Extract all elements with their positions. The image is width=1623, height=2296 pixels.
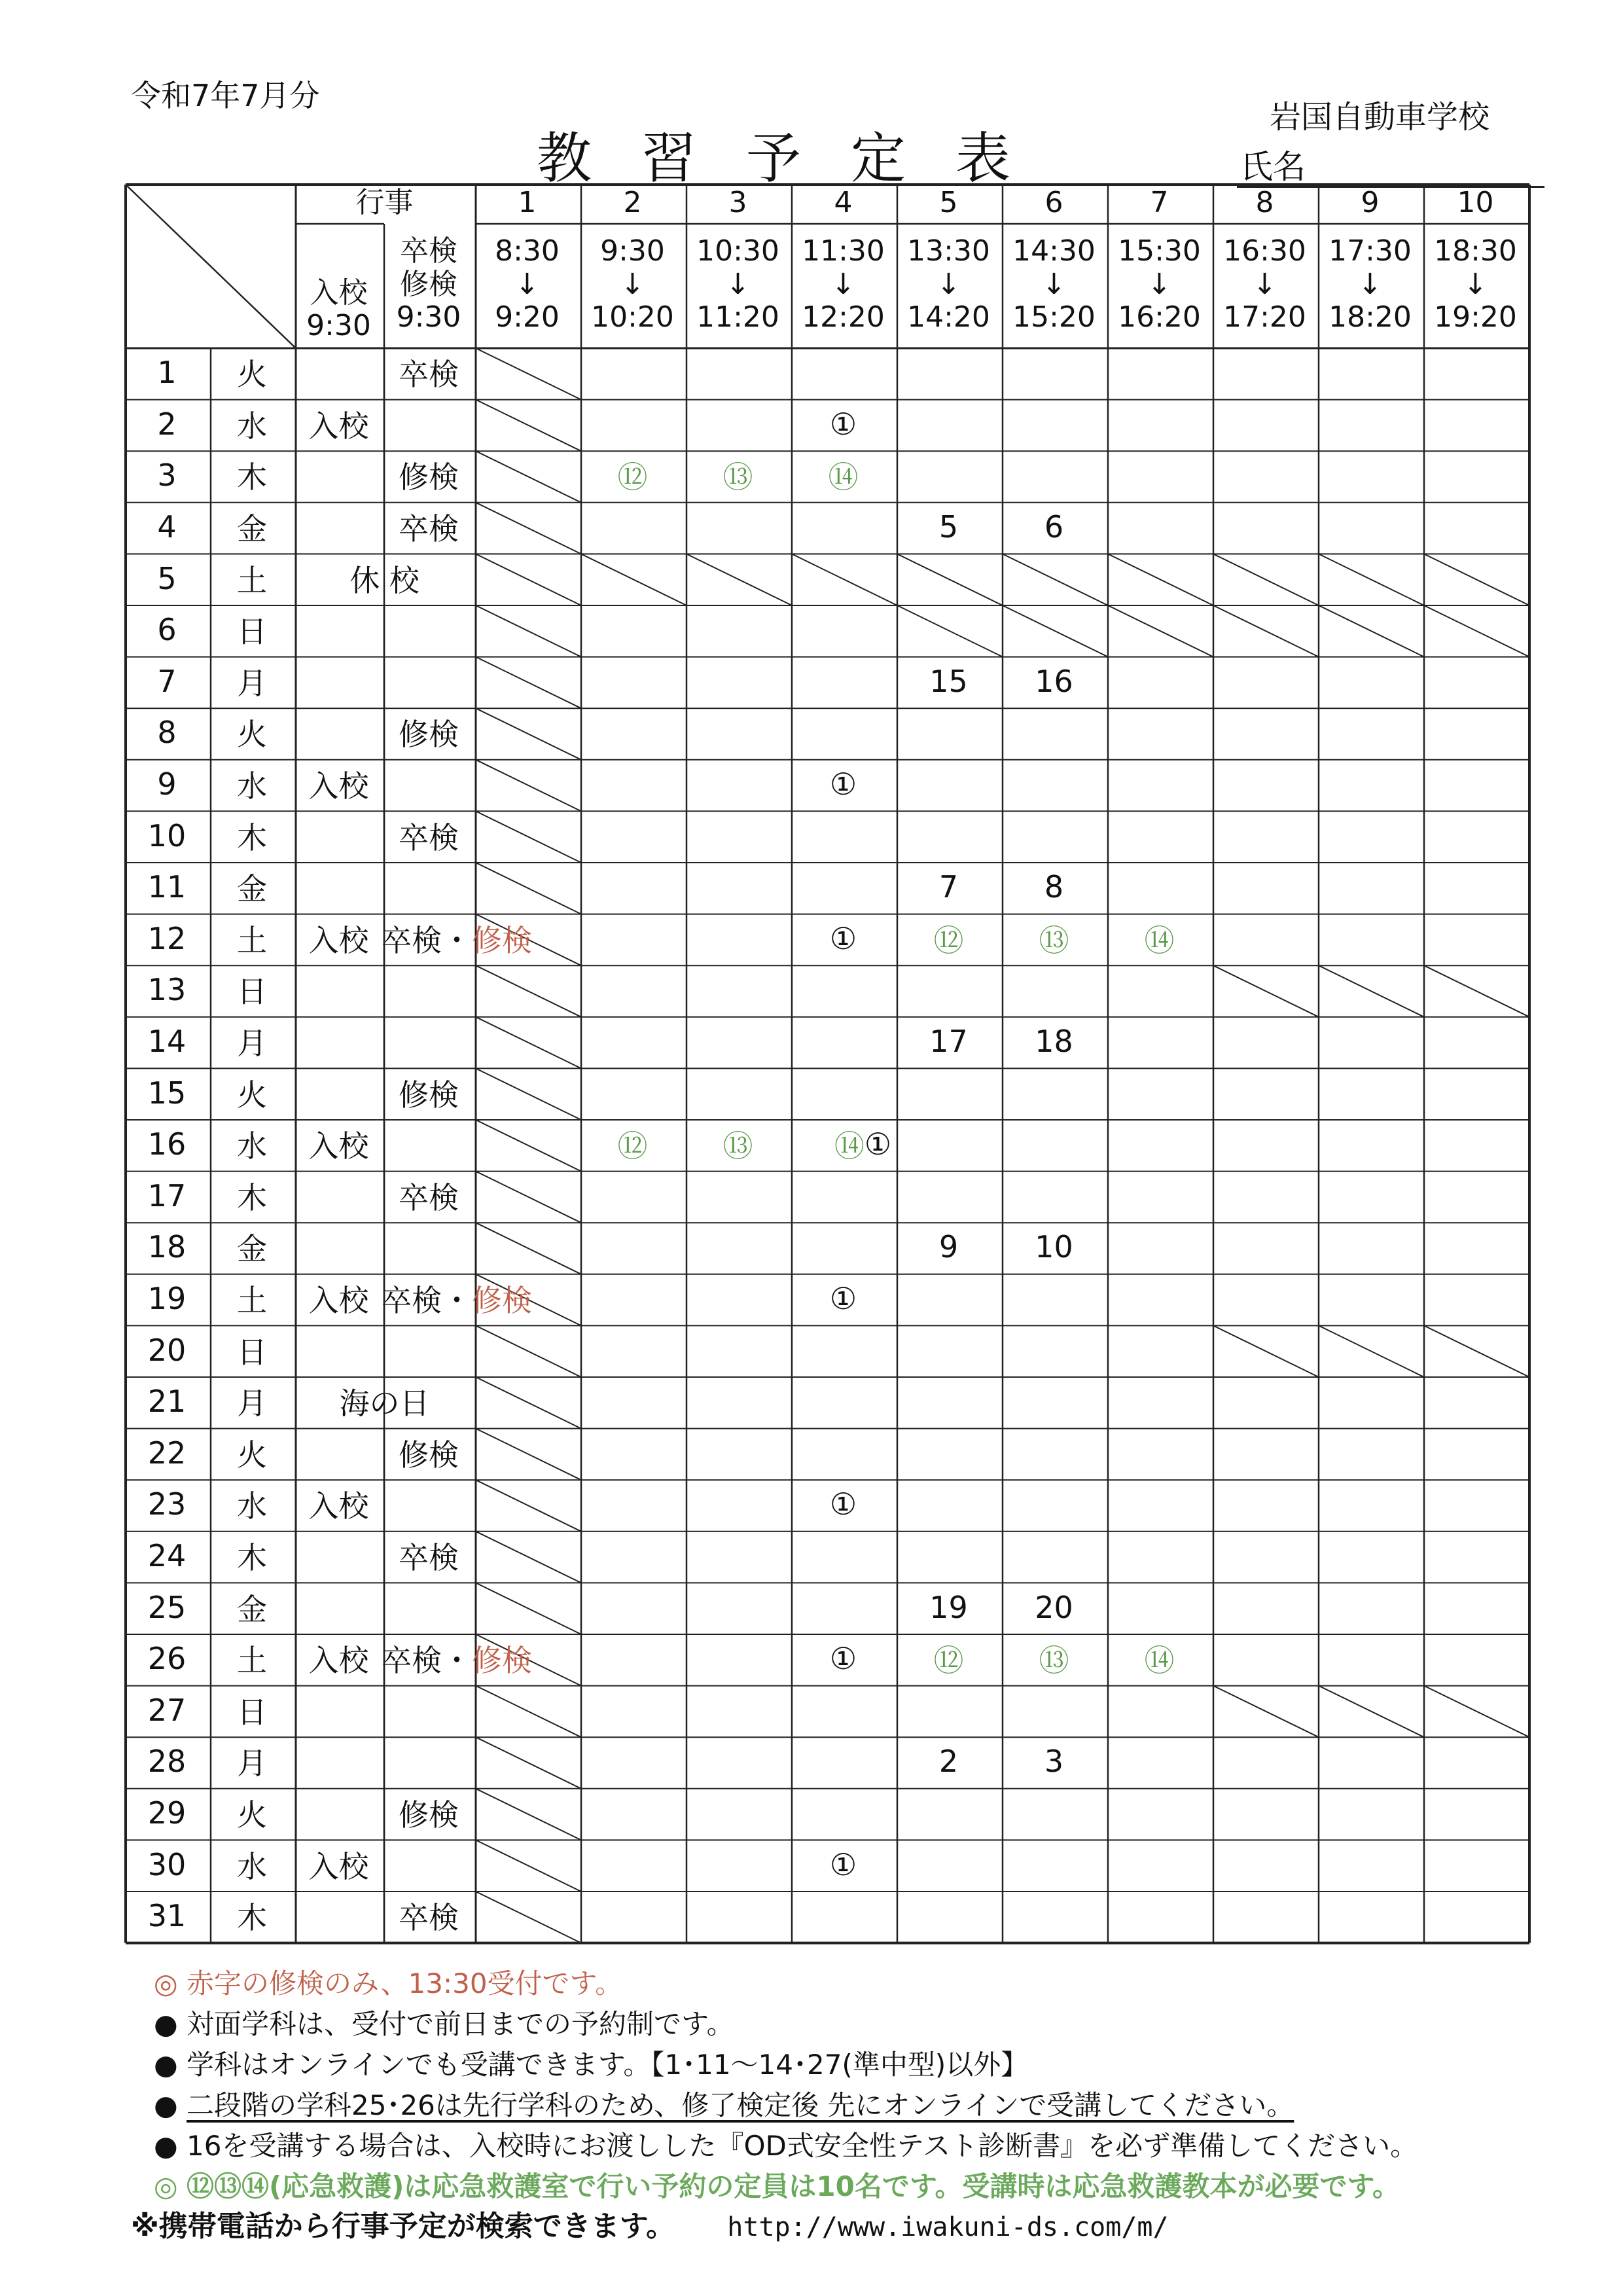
lesson-entry: ⑬ bbox=[1039, 1643, 1069, 1679]
weekday: 木 bbox=[237, 819, 267, 855]
event-sotsuken: 卒検 bbox=[399, 1900, 459, 1936]
lesson-entry: 19 bbox=[929, 1589, 968, 1625]
lesson-entry: ⑭ bbox=[828, 459, 859, 495]
weekday: 水 bbox=[237, 768, 267, 804]
closed-slash bbox=[476, 348, 581, 400]
day-number: 4 bbox=[157, 509, 177, 545]
weekday: 金 bbox=[237, 1231, 267, 1267]
note-bullet: ● bbox=[154, 2089, 178, 2121]
weekday: 火 bbox=[237, 1077, 267, 1113]
period-number: 3 bbox=[728, 185, 747, 219]
event-sotsuken: 卒検 bbox=[399, 819, 459, 855]
event-nyuko: 入校 bbox=[308, 1128, 369, 1164]
day-number: 27 bbox=[147, 1692, 187, 1728]
weekday: 金 bbox=[237, 511, 267, 547]
sotsuken-header: 卒検 修検 9:30 bbox=[396, 234, 461, 334]
weekday: 月 bbox=[237, 1746, 267, 1782]
title-char: 教 bbox=[537, 126, 592, 190]
closed-slash bbox=[476, 1068, 581, 1120]
closed-slash bbox=[1319, 1686, 1424, 1738]
event-sotsuken: 卒検 bbox=[399, 511, 459, 547]
closed-slash bbox=[476, 1892, 581, 1943]
title-char: 定 bbox=[851, 126, 906, 190]
event-nyuko: 入校 bbox=[308, 1643, 369, 1679]
day-number: 24 bbox=[147, 1538, 187, 1574]
footer-url[interactable]: http://www.iwakuni-ds.com/m/ bbox=[727, 2212, 1169, 2242]
day-number: 26 bbox=[147, 1641, 187, 1677]
day-number: 11 bbox=[147, 869, 187, 905]
day-number: 15 bbox=[147, 1075, 187, 1111]
closed-slash bbox=[1319, 554, 1424, 605]
event-sotsuken: 修検 bbox=[399, 1797, 459, 1833]
lesson-entry: 8 bbox=[1044, 869, 1064, 905]
note-item bbox=[154, 1964, 1528, 2004]
weekday: 火 bbox=[237, 717, 267, 753]
closed-slash bbox=[476, 657, 581, 709]
event-sotsuken: 卒検 bbox=[399, 357, 459, 393]
note-item bbox=[154, 2126, 1528, 2166]
closed-slash bbox=[476, 400, 581, 452]
lesson-entry: ⑫ bbox=[617, 1128, 648, 1164]
closed-slash bbox=[476, 760, 581, 812]
closed-slash bbox=[476, 1017, 581, 1069]
title-char: 予 bbox=[746, 126, 802, 190]
day-number: 5 bbox=[157, 560, 177, 596]
note-item bbox=[154, 2166, 1528, 2207]
period-time: 15:30 ↓ 16:20 bbox=[1118, 234, 1201, 334]
day-number: 28 bbox=[147, 1744, 187, 1780]
note-bullet: ◎ bbox=[154, 1967, 178, 2000]
event-nyuko: 入校 bbox=[308, 408, 369, 444]
period-time: 14:30 ↓ 15:20 bbox=[1012, 234, 1096, 334]
period-number: 8 bbox=[1255, 185, 1274, 219]
closed-slash bbox=[476, 1583, 581, 1634]
period-time: 8:30 ↓ 9:20 bbox=[495, 234, 560, 334]
closed-slash bbox=[1213, 554, 1319, 605]
note-text: 二段階の学科25･26は先行学科のため、修了検定後 先にオンラインで受講してください。 bbox=[187, 2089, 1294, 2121]
lesson-entry: ① bbox=[829, 1486, 857, 1522]
weekday: 日 bbox=[237, 1334, 267, 1370]
weekday: 日 bbox=[237, 1694, 267, 1730]
closed-slash bbox=[476, 965, 581, 1017]
weekday: 月 bbox=[237, 665, 267, 701]
lesson-entry: 17 bbox=[929, 1024, 968, 1060]
weekday: 月 bbox=[237, 1386, 267, 1422]
note-bullet: ● bbox=[154, 2130, 178, 2162]
closed-slash bbox=[476, 1480, 581, 1532]
closed-slash bbox=[476, 1840, 581, 1892]
closed-slash bbox=[1213, 605, 1319, 657]
closed-slash bbox=[476, 1429, 581, 1480]
lesson-entry: ① bbox=[829, 1641, 857, 1677]
day-number: 29 bbox=[147, 1795, 187, 1831]
weekday: 月 bbox=[237, 1026, 267, 1062]
event-nyuko: 入校 bbox=[308, 1488, 369, 1524]
page-title bbox=[537, 115, 1060, 194]
closed-slash bbox=[1213, 965, 1319, 1017]
day-number: 17 bbox=[147, 1177, 187, 1213]
lesson-entry: ⑬ bbox=[1039, 922, 1069, 958]
note-text: ⑫⑬⑭(応急救護)は応急救護室で行い予約の定員は10名です。受講時は応急救護教本が必要です。 bbox=[187, 2170, 1400, 2202]
weekday: 木 bbox=[237, 1540, 267, 1576]
period-time: 13:30 ↓ 14:20 bbox=[907, 234, 990, 334]
lesson-entry: 9 bbox=[938, 1229, 959, 1265]
lesson-entry: 18 bbox=[1035, 1024, 1073, 1060]
event-sotsuken: 卒検 bbox=[399, 1540, 459, 1576]
weekday: 土 bbox=[237, 1283, 267, 1319]
lesson-entry: 2 bbox=[938, 1744, 959, 1780]
closed-slash bbox=[476, 811, 581, 863]
closed-slash bbox=[1424, 1686, 1529, 1738]
lesson-entry: 3 bbox=[1044, 1744, 1064, 1780]
schedule-table bbox=[124, 183, 1544, 1957]
period-time: 17:30 ↓ 18:20 bbox=[1329, 234, 1412, 334]
weekday: 日 bbox=[237, 614, 267, 650]
day-number: 23 bbox=[147, 1486, 187, 1522]
notes-list bbox=[154, 1964, 1528, 2207]
note-text: 赤字の修検のみ、13:30受付です。 bbox=[187, 1967, 623, 2000]
lesson-entry: ① bbox=[829, 1846, 857, 1882]
day-number: 14 bbox=[147, 1024, 187, 1060]
closed-slash bbox=[476, 1532, 581, 1583]
title-char: 表 bbox=[955, 126, 1011, 190]
event-sotsuken: 卒検・ 修検 bbox=[382, 1283, 532, 1319]
closed-slash bbox=[476, 1737, 581, 1789]
lesson-entry: 10 bbox=[1035, 1229, 1073, 1265]
note-bullet: ◎ bbox=[154, 2170, 178, 2202]
event-nyuko: 入校 bbox=[308, 922, 369, 958]
closed-slash bbox=[1424, 605, 1529, 657]
closed-slash bbox=[1003, 554, 1108, 605]
weekday: 金 bbox=[237, 871, 267, 907]
weekday: 土 bbox=[237, 562, 267, 598]
note-item bbox=[154, 2045, 1528, 2085]
footer-text: ※携帯電話から行事予定が検索できます。 bbox=[131, 2210, 675, 2243]
closed-slash bbox=[476, 1172, 581, 1223]
closed-slash bbox=[687, 554, 792, 605]
closed-slash bbox=[476, 451, 581, 503]
lesson-entry: ⑫ bbox=[933, 1643, 964, 1679]
lesson-entry: 7 bbox=[938, 869, 959, 905]
lesson-entry: ⑫ bbox=[933, 922, 964, 958]
closed-slash bbox=[476, 1120, 581, 1172]
period-time: 10:30 ↓ 11:20 bbox=[696, 234, 779, 334]
period-time: 11:30 ↓ 12:20 bbox=[802, 234, 885, 334]
note-text: 対面学科は、受付で前日までの予約制です。 bbox=[187, 2008, 734, 2040]
weekday: 木 bbox=[237, 1179, 267, 1215]
day-number: 6 bbox=[157, 612, 177, 648]
closed-slash bbox=[476, 1223, 581, 1274]
weekday: 水 bbox=[237, 1488, 267, 1524]
lesson-entry: 20 bbox=[1035, 1589, 1073, 1625]
event-sotsuken: 卒検・ 修検 bbox=[382, 922, 532, 958]
lesson-entry: ⑭ bbox=[1144, 922, 1175, 958]
lesson-entry: ① bbox=[829, 406, 857, 442]
weekday: 火 bbox=[237, 1437, 267, 1473]
day-number: 10 bbox=[147, 817, 187, 853]
day-number: 20 bbox=[147, 1332, 187, 1368]
closed-slash bbox=[1319, 1325, 1424, 1377]
lesson-entry: 6 bbox=[1044, 509, 1064, 545]
lesson-entry: ⑫ bbox=[617, 459, 648, 495]
day-number: 16 bbox=[147, 1126, 187, 1162]
footer bbox=[131, 2202, 1169, 2244]
closed-slash bbox=[1424, 1325, 1529, 1377]
lesson-entry: 5 bbox=[938, 509, 959, 545]
note-bullet: ● bbox=[154, 2049, 178, 2081]
event-nyuko: 入校 bbox=[308, 1283, 369, 1319]
period-number: 2 bbox=[623, 185, 642, 219]
weekday: 水 bbox=[237, 1848, 267, 1884]
event-header: 行事 bbox=[355, 185, 414, 219]
closed-slash bbox=[476, 1686, 581, 1738]
closed-slash bbox=[476, 605, 581, 657]
lesson-entry: ① bbox=[829, 766, 857, 802]
closed-slash bbox=[1424, 554, 1529, 605]
lesson-entry: ⑬ bbox=[722, 1128, 753, 1164]
closed-slash bbox=[581, 554, 687, 605]
note-text: 16を受講する場合は、入校時にお渡しした『OD式安全性テスト診断書』を必ず準備してください。 bbox=[187, 2130, 1418, 2162]
day-number: 2 bbox=[157, 406, 177, 442]
day-number: 25 bbox=[147, 1589, 187, 1625]
nyuko-header: 入校 9:30 bbox=[306, 276, 371, 343]
weekday: 水 bbox=[237, 408, 267, 444]
weekday: 火 bbox=[237, 357, 267, 393]
day-number: 30 bbox=[147, 1846, 187, 1882]
event-sotsuken: 修検 bbox=[399, 459, 459, 495]
event-nyuko: 入校 bbox=[308, 1848, 369, 1884]
period-time: 18:30 ↓ 19:20 bbox=[1434, 234, 1517, 334]
note-bullet: ● bbox=[154, 2008, 178, 2040]
note-text: 学科はオンラインでも受講できます。【1･11～14･27(準中型)以外】 bbox=[187, 2049, 1029, 2081]
period-number: 1 bbox=[518, 185, 537, 219]
day-number: 1 bbox=[157, 355, 177, 391]
closed-slash bbox=[476, 503, 581, 554]
month-label: 令和7年7月分 bbox=[131, 78, 320, 113]
weekday: 金 bbox=[237, 1591, 267, 1627]
period-time: 16:30 ↓ 17:20 bbox=[1223, 234, 1306, 334]
event-sotsuken: 修検 bbox=[399, 1437, 459, 1473]
closed-slash bbox=[476, 1789, 581, 1840]
closed-slash bbox=[476, 1325, 581, 1377]
closed-slash bbox=[1108, 605, 1213, 657]
day-number: 31 bbox=[147, 1898, 187, 1934]
closed-slash bbox=[1319, 605, 1424, 657]
event-merged: 海の日 bbox=[339, 1386, 430, 1422]
event-sotsuken: 修検 bbox=[399, 717, 459, 753]
period-number: 5 bbox=[939, 185, 958, 219]
period-number: 4 bbox=[834, 185, 853, 219]
lesson-entry: 16 bbox=[1035, 663, 1073, 699]
day-number: 21 bbox=[147, 1384, 187, 1420]
title-char: 習 bbox=[641, 126, 697, 190]
lesson-entry: ⑬ bbox=[722, 459, 753, 495]
weekday: 火 bbox=[237, 1797, 267, 1833]
day-number: 13 bbox=[147, 972, 187, 1008]
period-number: 6 bbox=[1044, 185, 1063, 219]
weekday: 土 bbox=[237, 922, 267, 958]
period-number: 9 bbox=[1361, 185, 1380, 219]
closed-slash bbox=[476, 1377, 581, 1429]
name-label: 氏名 bbox=[1240, 148, 1306, 186]
weekday: 日 bbox=[237, 974, 267, 1010]
corner-diagonal bbox=[126, 185, 296, 348]
closed-slash bbox=[897, 554, 1003, 605]
event-merged: 休 校 bbox=[349, 562, 419, 598]
lesson-entry: ① bbox=[829, 1281, 857, 1317]
day-number: 18 bbox=[147, 1229, 187, 1265]
closed-slash bbox=[1319, 965, 1424, 1017]
closed-slash bbox=[476, 554, 581, 605]
period-number: 10 bbox=[1457, 185, 1494, 219]
note-item bbox=[154, 2004, 1528, 2045]
period-time: 9:30 ↓ 10:20 bbox=[591, 234, 674, 334]
event-sotsuken: 卒検・ 修検 bbox=[382, 1643, 532, 1679]
school-name: 岩国自動車学校 bbox=[1270, 99, 1490, 135]
event-sotsuken: 卒検 bbox=[399, 1179, 459, 1215]
closed-slash bbox=[1424, 965, 1529, 1017]
weekday: 土 bbox=[237, 1643, 267, 1679]
day-number: 19 bbox=[147, 1281, 187, 1317]
day-number: 7 bbox=[157, 663, 177, 699]
closed-slash bbox=[1003, 605, 1108, 657]
day-number: 22 bbox=[147, 1435, 187, 1471]
lesson-entry: 15 bbox=[929, 663, 968, 699]
lesson-entry: ⑭ ① bbox=[834, 1126, 892, 1164]
note-item bbox=[154, 2085, 1528, 2126]
closed-slash bbox=[1108, 554, 1213, 605]
weekday: 木 bbox=[237, 459, 267, 495]
day-number: 3 bbox=[157, 457, 177, 493]
event-nyuko: 入校 bbox=[308, 768, 369, 804]
weekday: 水 bbox=[237, 1128, 267, 1164]
closed-slash bbox=[476, 863, 581, 914]
day-number: 12 bbox=[147, 920, 187, 956]
closed-slash bbox=[792, 554, 897, 605]
closed-slash bbox=[897, 605, 1003, 657]
day-number: 8 bbox=[157, 715, 177, 751]
closed-slash bbox=[1213, 1686, 1319, 1738]
weekday: 木 bbox=[237, 1900, 267, 1936]
event-sotsuken: 修検 bbox=[399, 1077, 459, 1113]
period-number: 7 bbox=[1150, 185, 1169, 219]
day-number: 9 bbox=[157, 766, 177, 802]
closed-slash bbox=[1213, 1325, 1319, 1377]
closed-slash bbox=[476, 708, 581, 760]
lesson-entry: ⑭ bbox=[1144, 1643, 1175, 1679]
lesson-entry: ① bbox=[829, 920, 857, 956]
